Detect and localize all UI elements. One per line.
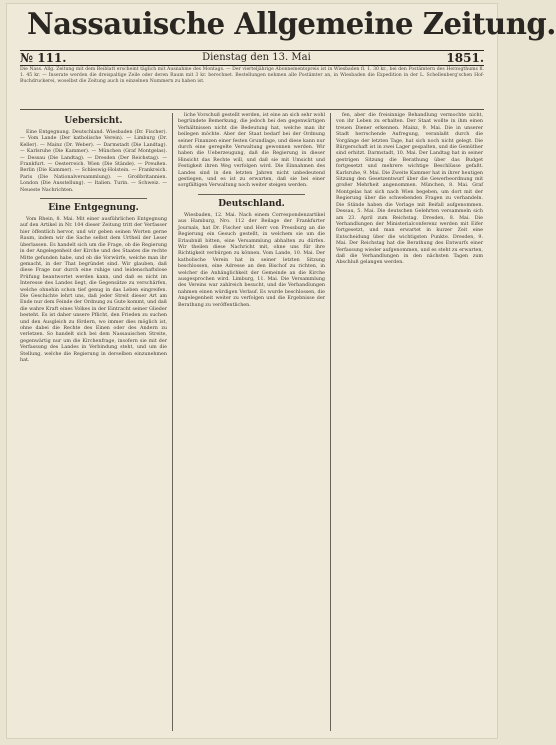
section-rule (40, 198, 147, 199)
column-divider (172, 113, 173, 731)
column-3 (336, 113, 483, 733)
section-heading-overview: Uebersicht. (64, 116, 123, 126)
table-of-contents: Eine Entgegnung. Deutschland. Wiesbaden (Dr. Fischer). — Vom Lande (Der katholische Verein). — Limburg (Dr. Keller). — Mainz (Dr. Weber). — Darmstadt (Die Landtag). — Karlsruhe (Die Kammer). — München (Graf Montgelas). — Dessau (Die Landtag). — Dresden (Der Reichstag). — Frankfurt. — Oesterreich. Wien (Die Stände). — Preußen. Berlin (Die Kammer). — Schleswig-Holstein. — Frankreich. Paris (Die Nationalversammlung). — Großbritannien. London (Die Ausstellung). — Italien. Turin. — Schweiz. — Neueste Nachrichten. (20, 130, 167, 193)
article-body: Wiesbaden, 12. Mai. Nach einem Correspondenzartikel aus Hamburg, Nro. 112 der Beilage der Frankfurter Journals, hat Dr. Fischer und Herr von Pressburg an die Regierung ein Gesuch gestellt, in welchem sie um die Erlaubniß bitten, eine Versammlung abhalten zu dürfen. Wir theilen diese Nachricht mit, ohne uns für ihre Richtigkeit verbürgen zu können. Vom Lande, 10. Mai. Der katholische Verein hat in seiner letzten Sitzung beschlossen, eine Adresse an den Bischof zu richten, in welcher die Anhänglichkeit der Gemeinde an die Kirche ausgesprochen wird. Limburg, 11. Mai. Die Versammlung des Vereins war zahlreich besucht, und die Verhandlungen nahmen einen würdigen Verlauf. Es wurde beschlossen, die Angelegenheit weiter zu verfolgen und die Ergebnisse der Berathung zu veröffentlichen. (178, 212, 325, 308)
issue-year: 1851. (446, 51, 484, 65)
issue-number: № 111. (20, 51, 67, 65)
dateline (20, 50, 484, 66)
article-body: fen, aber die freisinnige Behandlung vermochte nicht, von ihr Leben zu erhalten. Der Staat wollte in ihm einen treuen Diener erkennen. Mainz, 9. Mai. Die in unserer Stadt herrschende Aufregung, veranlaßt durch die Vorgänge der letzten Tage, hat sich noch nicht gelegt. Die Bürgerschaft ist in zwei Lager gespalten, und die Gemüther sind erhitzt. Darmstadt, 10. Mai. Der Landtag hat in seiner gestrigen Sitzung die Berathung über das Budget fortgesetzt und mehrere wichtige Beschlüsse gefaßt. Karlsruhe, 9. Mai. Die Zweite Kammer hat in ihrer heutigen Sitzung den Gesetzentwurf über die Gewerbeordnung mit großer Mehrheit angenommen. München, 8. Mai. Graf Montgelas hat sich nach Wien begeben, um dort mit der Regierung über die schwebenden Fragen zu verhandeln. Die Stände haben die Vorlage mit Beifall aufgenommen. Dessau, 5. Mai. Die deutschen Gelehrten versammeln sich am 23. April zum Reichstag. Dresden, 8. Mai. Die Verhandlungen der Ministerialconferenz werden mit Eifer fortgesetzt, und man erwartet in kurzer Zeit eine Entscheidung über die wichtigsten Punkte. Dresden, 9. Mai. Der Reichstag hat die Berathung des Entwurfs einer Verfassung wieder aufgenommen, und es steht zu erwarten, daß die Verhandlungen in den nächsten Tagen zum Abschluß gelangen werden. (336, 113, 483, 266)
newspaper-page (6, 3, 556, 739)
article-body: liche Vorschuß gestellt werden, ist eine an sich sehr wohl begründete Bemerkung, die jedoch bei den gegenwärtigen Verhältnissen nicht die Bedeutung hat, welche man ihr beilegen möchte. Aber der Staat bedarf bei der Ordnung seiner Finanzen einer festen Grundlage, und diese kann nur durch eine geregelte Verwaltung gewonnen werden. Wir haben die Ueberzeugung, daß die Regierung in dieser Hinsicht das Rechte will, und daß sie mit Umsicht und Festigkeit ihren Weg verfolgen wird. Die Einnahmen des Landes sind in den letzten Jahren nicht unbedeutend gestiegen, und es ist zu erwarten, daß sie bei einer sorgfältigen Verwaltung noch weiter steigen werden. (178, 113, 325, 189)
section-heading-reply: Eine Entgegnung. (48, 203, 139, 214)
column-2 (178, 113, 325, 733)
masthead-title: Nassauische Allgemeine Zeitung. (26, 7, 556, 42)
section-rule (198, 194, 305, 195)
column-divider (330, 113, 331, 731)
subscription-notice: Die Nass. Allg. Zeitung mit dem Beiblatt erscheint täglich mit Ausnahme des Montags. — Der vierteljährige Abonnementspreis ist in Wiesbaden fl. 1. 30 kr., bei den Postämtern des Herzogthums fl. 1. 45 kr. — Inserate werden die dreispaltige Zeile oder deren Raum mit 3 kr. berechnet. Bestellungen nehmen alle Postämter an, in Wiesbaden die Expedition in der L. Schellenberg'schen Hof-Buchdruckerei, woselbst die Zeitung auch in einzelnen Nummern zu haben ist. (20, 67, 484, 110)
column-1 (20, 113, 167, 733)
article-body: Vom Rhein, 8. Mai. Mit einer ausführlichen Entgegnung auf den Artikel in Nr. 104 dieser Zeitung tritt der Verfasser hier öffentlich hervor, und wir geben seinen Worten gerne Raum, indem wir die Sache selbst dem Urtheil der Leser überlassen. Es handelt sich um die Frage, ob die Regierung in der Angelegenheit der Kirche und des Staates die rechte Mitte gefunden habe, und ob die Vorwürfe, welche man ihr gemacht, in der That begründet sind. Wir glauben, daß diese Frage nur durch eine ruhige und leidenschaftslose Prüfung beantwortet werden kann, und daß es nicht im Interesse des Landes liegt, die Gegensätze zu verschärfen, welche ohnehin schon tief genug in das Leben eingreifen. Die Geschichte lehrt uns, daß jeder Streit dieser Art am Ende nur dem Feinde der Ordnung zu Gute kommt, und daß die wahre Kraft eines Volkes in der Eintracht seiner Glieder besteht. Es ist daher unsere Pflicht, den Frieden zu suchen und den Ausgleich zu fördern, wo immer dies möglich ist, ohne dabei die Rechte des Einen oder des Andern zu verletzen. So handelt sich bei dem Nassauischen Streite, gegenwärtig nur um die Kirchenfrage, insofern sie mit der Verfassung des Landes in Verbindung steht, und um die Stellung, welche die Regierung in derselben einzunehmen hat. (20, 217, 167, 363)
issue-date: Dienstag den 13. Mai (202, 52, 311, 63)
section-heading-germany: Deutschland. (218, 198, 285, 209)
